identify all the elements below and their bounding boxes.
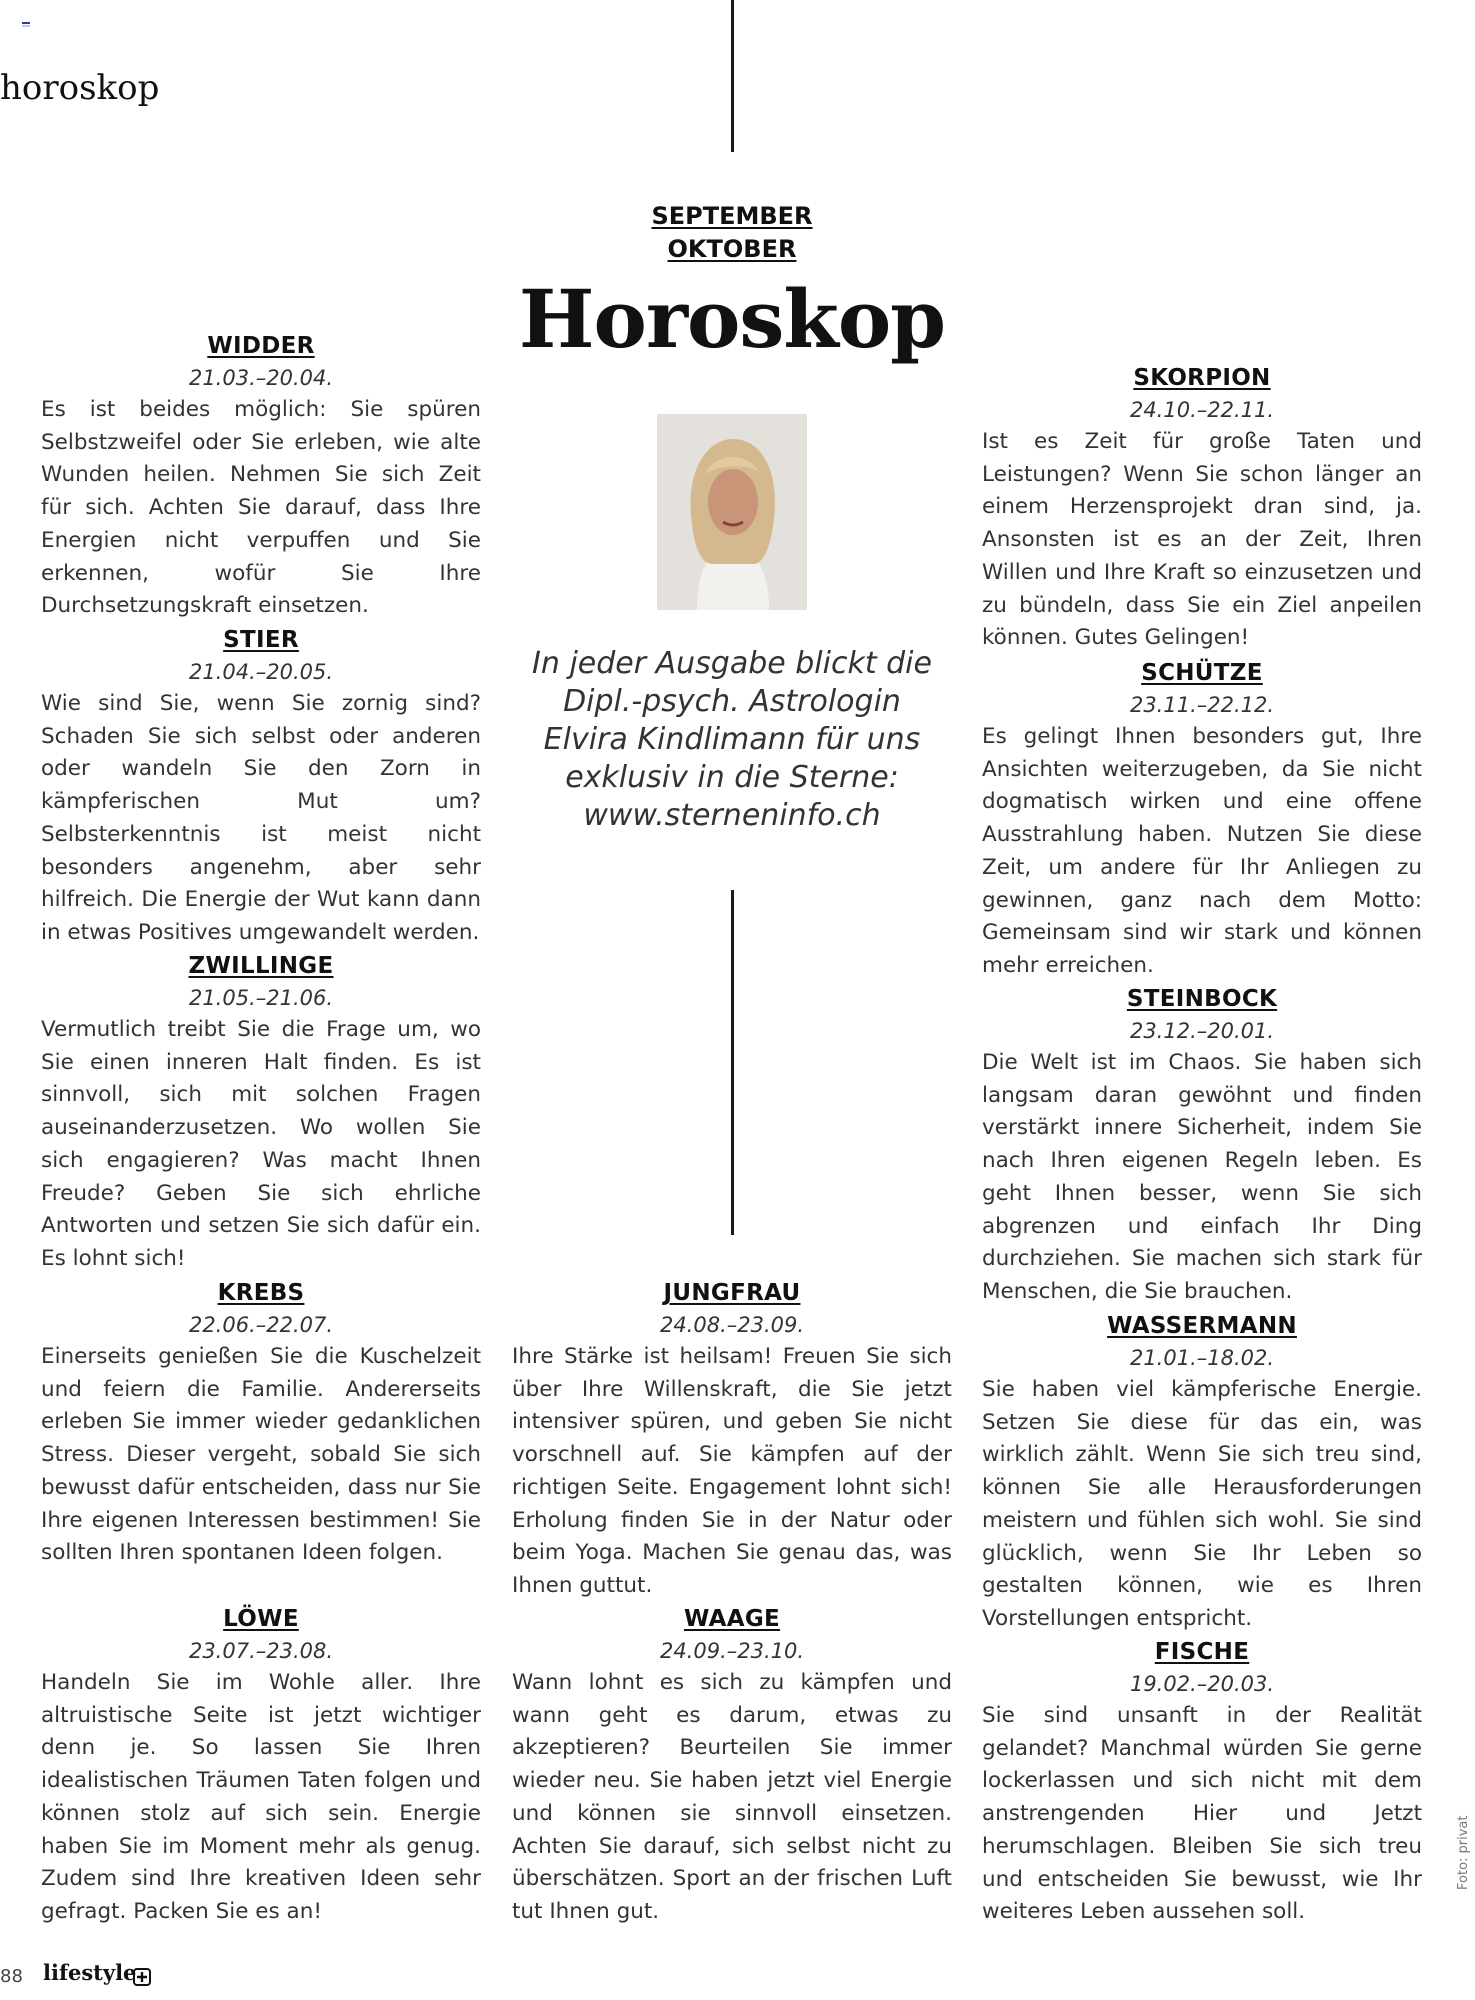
sign-name: SKORPION [1133,365,1271,391]
sign-text: Es ist beides möglich: Sie spüren Selbstzweifel oder Sie erleben, wie alte Wunden heilen. Nehmen Sie sich Zeit für sich. Achten Sie darauf, dass Ihre Energien nicht verpuffen und Sie erkennen, wofür Sie Ihre Durchsetzungskraft einsetzen. [41,397,481,619]
sign-text: Sie sind unsanft in der Realität gelandet? Manchmal würden Sie gerne lockerlassen und sich nicht mit dem anstrengenden Hier und Jetzt herumschlagen. Bleiben Sie sich treu und entscheiden Sie bewusst, wie Ihr weiteres Leben aussehen soll. [982,1703,1422,1925]
sign-date: 21.05.–21.06. [188,986,334,1010]
sign-text: Wann lohnt es sich zu kämpfen und wann geht es darum, etwas zu akzeptieren? Beurteilen Sie immer wieder neu. Sie haben jetzt viel Energie und können sie sinnvoll einsetzen. Achten Sie darauf, sich selbst nicht zu überschätzen. Sport an der frischen Luft tut Ihnen gut. [512,1670,952,1924]
sign-loewe [41,1603,481,1929]
sign-waage [512,1603,952,1929]
sign-name: STIER [223,627,299,653]
sign-zwillinge [41,950,481,1276]
divider-line-top [731,0,734,152]
sign-stier [41,624,481,950]
sign-text: Ist es Zeit für große Taten und Leistungen? Wenn Sie schon länger an einem Herzensprojekt dran sind, ja. Ansonsten ist es an der Zeit, Ihren Willen und Ihre Kraft so einzusetzen und zu bündeln, dass Sie ein Ziel anpeilen können. Gutes Gelingen! [982,429,1422,651]
issue-months [512,200,952,266]
sign-date: 21.03.–20.04. [188,366,334,390]
cross-flag-icon [133,1968,151,1986]
sign-name: WASSERMANN [1107,1313,1297,1339]
sign-date: 24.10.–22.11. [1129,398,1275,422]
sign-schuetze [982,657,1422,983]
sign-skorpion [982,362,1422,655]
astrologer-portrait [657,414,807,610]
sign-text: Sie haben viel kämpferische Energie. Setzen Sie diese für das ein, was wirklich zählt. Wenn Sie sich treu sind, können Sie alle Herausforderungen meistern und fühlen sich wohl. Sie sind glücklich, wenn Sie Ihr Leben so gestalten können, wie es Ihren Vorstellungen entspricht. [982,1377,1422,1631]
sign-date: 23.12.–20.01. [1129,1019,1275,1043]
sign-name: WAAGE [683,1606,781,1632]
sign-text: Es gelingt Ihnen besonders gut, Ihre Ansichten weiterzugeben, da Sie nicht dogmatisch wirken und eine offene Ausstrahlung haben. Nutzen Sie diese Zeit, um andere für Ihr Anliegen zu gewinnen, ganz nach dem Motto: Gemeinsam sind wir stark und können mehr erreichen. [982,724,1422,978]
sign-text: Ihre Stärke ist heilsam! Freuen Sie sich über Ihre Willenskraft, die Sie jetzt intensiver spüren, und geben Sie nicht vorschnell auf. Sie kämpfen auf der richtigen Seite. Engagement lohnt sich! Erholung finden Sie in der Natur oder beim Yoga. Machen Sie genau das, was Ihnen guttut. [512,1344,952,1598]
intro-line: exklusiv in die Sterne: [565,760,899,795]
sign-wassermann [982,1310,1422,1636]
flag-icon [22,22,30,29]
sign-date: 24.08.–23.09. [659,1313,805,1337]
photo-credit: Foto: privat [1456,1815,1471,1890]
sign-name: FISCHE [1154,1639,1250,1665]
sign-widder [41,330,481,623]
sign-jungfrau [512,1277,952,1603]
sign-date: 21.01.–18.02. [1129,1346,1275,1370]
sign-date: 23.07.–23.08. [188,1639,334,1663]
sign-text: Wie sind Sie, wenn Sie zornig sind? Schaden Sie sich selbst oder anderen oder wandeln Sie den Zorn in kämpferischen Mut um? Selbsterkenntnis ist meist nicht besonders angenehm, aber sehr hilfreich. Die Energie der Wut kann dann in etwas Positives umgewandelt werden. [41,691,481,945]
sign-name: SCHÜTZE [1141,660,1263,686]
sign-text: Einerseits genießen Sie die Kuschelzeit und feiern die Familie. Andererseits erleben Sie immer wieder gedanklichen Stress. Dieser vergeht, sobald Sie sich bewusst dafür entscheiden, dass nur Sie Ihre eigenen Interessen bestimmen! Sie sollten Ihren spontanen Ideen folgen. [41,1344,481,1566]
section-title: horoskop [0,68,160,108]
page-title: Horoskop [518,272,946,366]
sign-fische [982,1636,1422,1929]
sign-steinbock [982,983,1422,1309]
sign-name: LÖWE [223,1606,299,1632]
brand-logo: lifestyle [43,1960,137,1985]
website-link[interactable]: www.sterneninfo.ch [583,798,881,833]
divider-line-center [731,890,734,1235]
intro-line: Elvira Kindlimann für uns [543,722,921,757]
sign-text: Die Welt ist im Chaos. Sie haben sich langsam daran gewöhnt und finden verstärkt innere Sicherheit, indem Sie nach Ihren eigenen Regeln leben. Es geht Ihnen besser, wenn Sie sich abgrenzen und einfach Ihr Ding durchziehen. Sie machen sich stark für Menschen, die Sie brauchen. [982,1050,1422,1304]
intro-line: In jeder Ausgabe blickt die [532,646,932,681]
sign-name: STEINBOCK [1126,986,1278,1012]
sign-name: ZWILLINGE [188,953,334,979]
sign-text: Handeln Sie im Wohle aller. Ihre altruistische Seite ist jetzt wichtiger denn je. So lassen Sie Ihren idealistischen Träumen Taten folgen und können stolz auf sich sein. Energie haben Sie im Moment mehr als genug. Zudem sind Ihre kreativen Ideen sehr gefragt. Packen Sie es an! [41,1670,481,1924]
sign-date: 22.06.–22.07. [188,1313,334,1337]
sign-name: KREBS [217,1280,305,1306]
intro-text [512,645,952,835]
sign-date: 24.09.–23.10. [659,1639,805,1663]
sign-name: JUNGFRAU [663,1280,801,1306]
page-number: 88 [0,1966,23,1987]
sign-date: 21.04.–20.05. [188,660,334,684]
intro-line: Dipl.-psych. Astrologin [563,684,901,719]
sign-name: WIDDER [207,333,315,359]
month-label-2: OKTOBER [667,235,797,263]
sign-krebs [41,1277,481,1570]
month-label-1: SEPTEMBER [651,202,813,230]
sign-date: 19.02.–20.03. [1129,1672,1275,1696]
sign-date: 23.11.–22.12. [1129,693,1275,717]
sign-text: Vermutlich treibt Sie die Frage um, wo Sie einen inneren Halt finden. Es ist sinnvoll, sich mit solchen Fragen auseinanderzusetzen. Wo wollen Sie sich engagieren? Was macht Ihnen Freude? Geben Sie sich ehrliche Antworten und setzen Sie sich dafür ein. Es lohnt sich! [41,1017,481,1271]
